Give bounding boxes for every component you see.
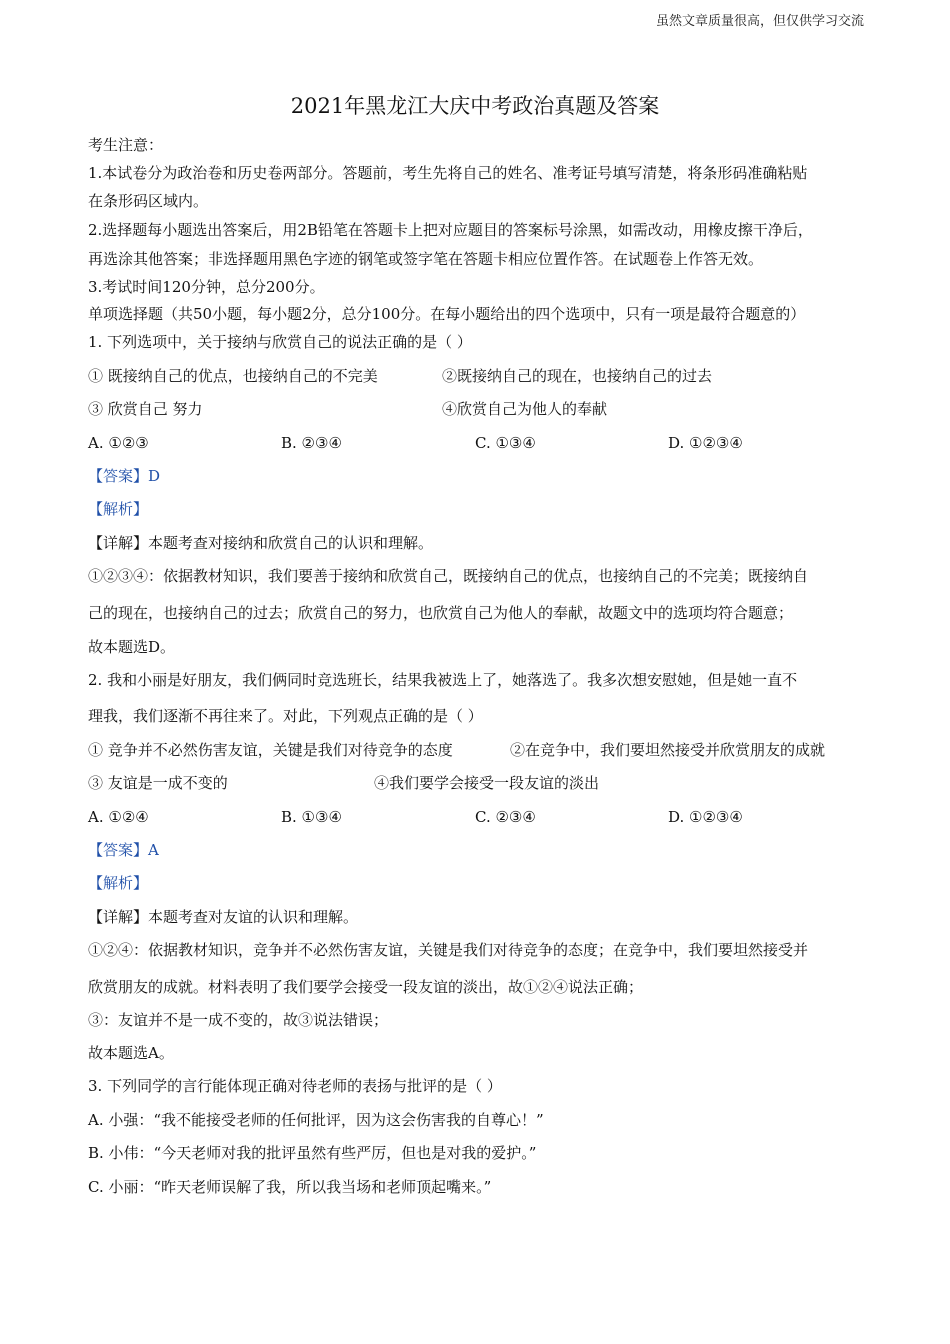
q1-option-d: D. ①②③④ (668, 434, 743, 452)
q1-explanation-1: ①②③④：依据教材知识，我们要善于接纳和欣赏自己，既接纳自己的优点，也接纳自己的不完美；既接纳自 (88, 567, 809, 585)
q3-option-a: A. 小强：“我不能接受老师的任何批评，因为这会伤害我的自尊心！” (88, 1111, 544, 1129)
q2-explanation-1: ①②④：依据教材知识，竞争并不必然伤害友谊，关键是我们对待竞争的态度；在竞争中，我们要坦然接受并 (88, 941, 809, 959)
q1-explanation-3: 故本题选D。 (88, 638, 176, 656)
section-heading: 单项选择题（共50小题，每小题2分，总分100分。在每小题给出的四个选项中，只有一项是最符合题意的） (88, 305, 806, 323)
q2-statement-3: ③ 友谊是一成不变的 (88, 774, 228, 792)
q2-option-a: A. ①②④ (88, 808, 149, 826)
header-note: 虽然文章质量很高，但仅供学习交流 (655, 14, 864, 29)
q2-option-b: B. ①③④ (281, 808, 342, 826)
q3-option-b: B. 小伟：“今天老师对我的批评虽然有些严厉，但也是对我的爱护。” (88, 1144, 537, 1162)
q2-answer: 【答案】A (88, 841, 159, 859)
q2-option-c: C. ②③④ (475, 808, 536, 826)
page-title: 2021年黑龙江大庆中考政治真题及答案 (290, 94, 660, 118)
notice-item-2a: 2.选择题每小题选出答案后，用2B铅笔在答题卡上把对应题目的答案标号涂黑，如需改动，用橡皮擦干净后， (88, 221, 813, 239)
q2-statement-2: ②在竞争中，我们要坦然接受并欣赏朋友的成就 (510, 741, 826, 759)
q2-stem-2: 理我，我们逐渐不再往来了。对此，下列观点正确的是（ ） (88, 707, 483, 725)
q1-option-c: C. ①③④ (475, 434, 536, 452)
q2-detail: 【详解】本题考查对友谊的认识和理解。 (88, 908, 359, 926)
q2-statement-1: ① 竞争并不必然伤害友谊，关键是我们对待竞争的态度 (88, 741, 453, 759)
q2-statement-4: ④我们要学会接受一段友谊的淡出 (374, 774, 600, 792)
q1-analysis-label: 【解析】 (88, 500, 149, 518)
notice-item-3: 3.考试时间120分钟，总分200分。 (88, 278, 325, 296)
q2-explanation-3: ③：友谊并不是一成不变的，故③说法错误； (88, 1011, 389, 1029)
q2-analysis-label: 【解析】 (88, 874, 149, 892)
notice-heading: 考生注意： (88, 136, 164, 154)
notice-item-2b: 再选涂其他答案；非选择题用黑色字迹的钢笔或签字笔在答题卡相应位置作答。在试题卷上作答无效。 (88, 250, 764, 268)
q1-statement-4: ④欣赏自己为他人的奉献 (442, 400, 608, 418)
q1-explanation-2: 己的现在，也接纳自己的过去；欣赏自己的努力，也欣赏自己为他人的奉献，故题文中的选项均符合题意； (88, 604, 794, 622)
q1-stem: 1. 下列选项中，关于接纳与欣赏自己的说法正确的是（ ） (88, 333, 472, 351)
q1-option-a: A. ①②③ (88, 434, 149, 452)
q1-option-b: B. ②③④ (281, 434, 342, 452)
q3-option-c: C. 小丽：“昨天老师误解了我，所以我当场和老师顶起嘴来。” (88, 1178, 492, 1196)
q1-statement-1: ① 既接纳自己的优点，也接纳自己的不完美 (88, 367, 378, 385)
notice-item-1a: 1.本试卷分为政治卷和历史卷两部分。答题前，考生先将自己的姓名、准考证号填写清楚，将条形码准确粘贴 (88, 164, 808, 182)
q1-statement-2: ②既接纳自己的现在，也接纳自己的过去 (442, 367, 713, 385)
q1-statement-3: ③ 欣赏自己 努力 (88, 400, 203, 418)
q2-stem-1: 2. 我和小丽是好朋友，我们俩同时竞选班长，结果我被选上了，她落选了。我多次想安慰她，但是她一直不 (88, 671, 798, 689)
q2-explanation-2: 欣赏朋友的成就。材料表明了我们要学会接受一段友谊的淡出，故①②④说法正确； (88, 978, 644, 996)
notice-item-1b: 在条形码区域内。 (88, 192, 209, 210)
q3-stem: 3. 下列同学的言行能体现正确对待老师的表扬与批评的是（ ） (88, 1077, 502, 1095)
q1-answer: 【答案】D (88, 467, 161, 485)
q2-option-d: D. ①②③④ (668, 808, 743, 826)
q2-explanation-4: 故本题选A。 (88, 1044, 174, 1062)
q1-detail: 【详解】本题考查对接纳和欣赏自己的认识和理解。 (88, 534, 434, 552)
